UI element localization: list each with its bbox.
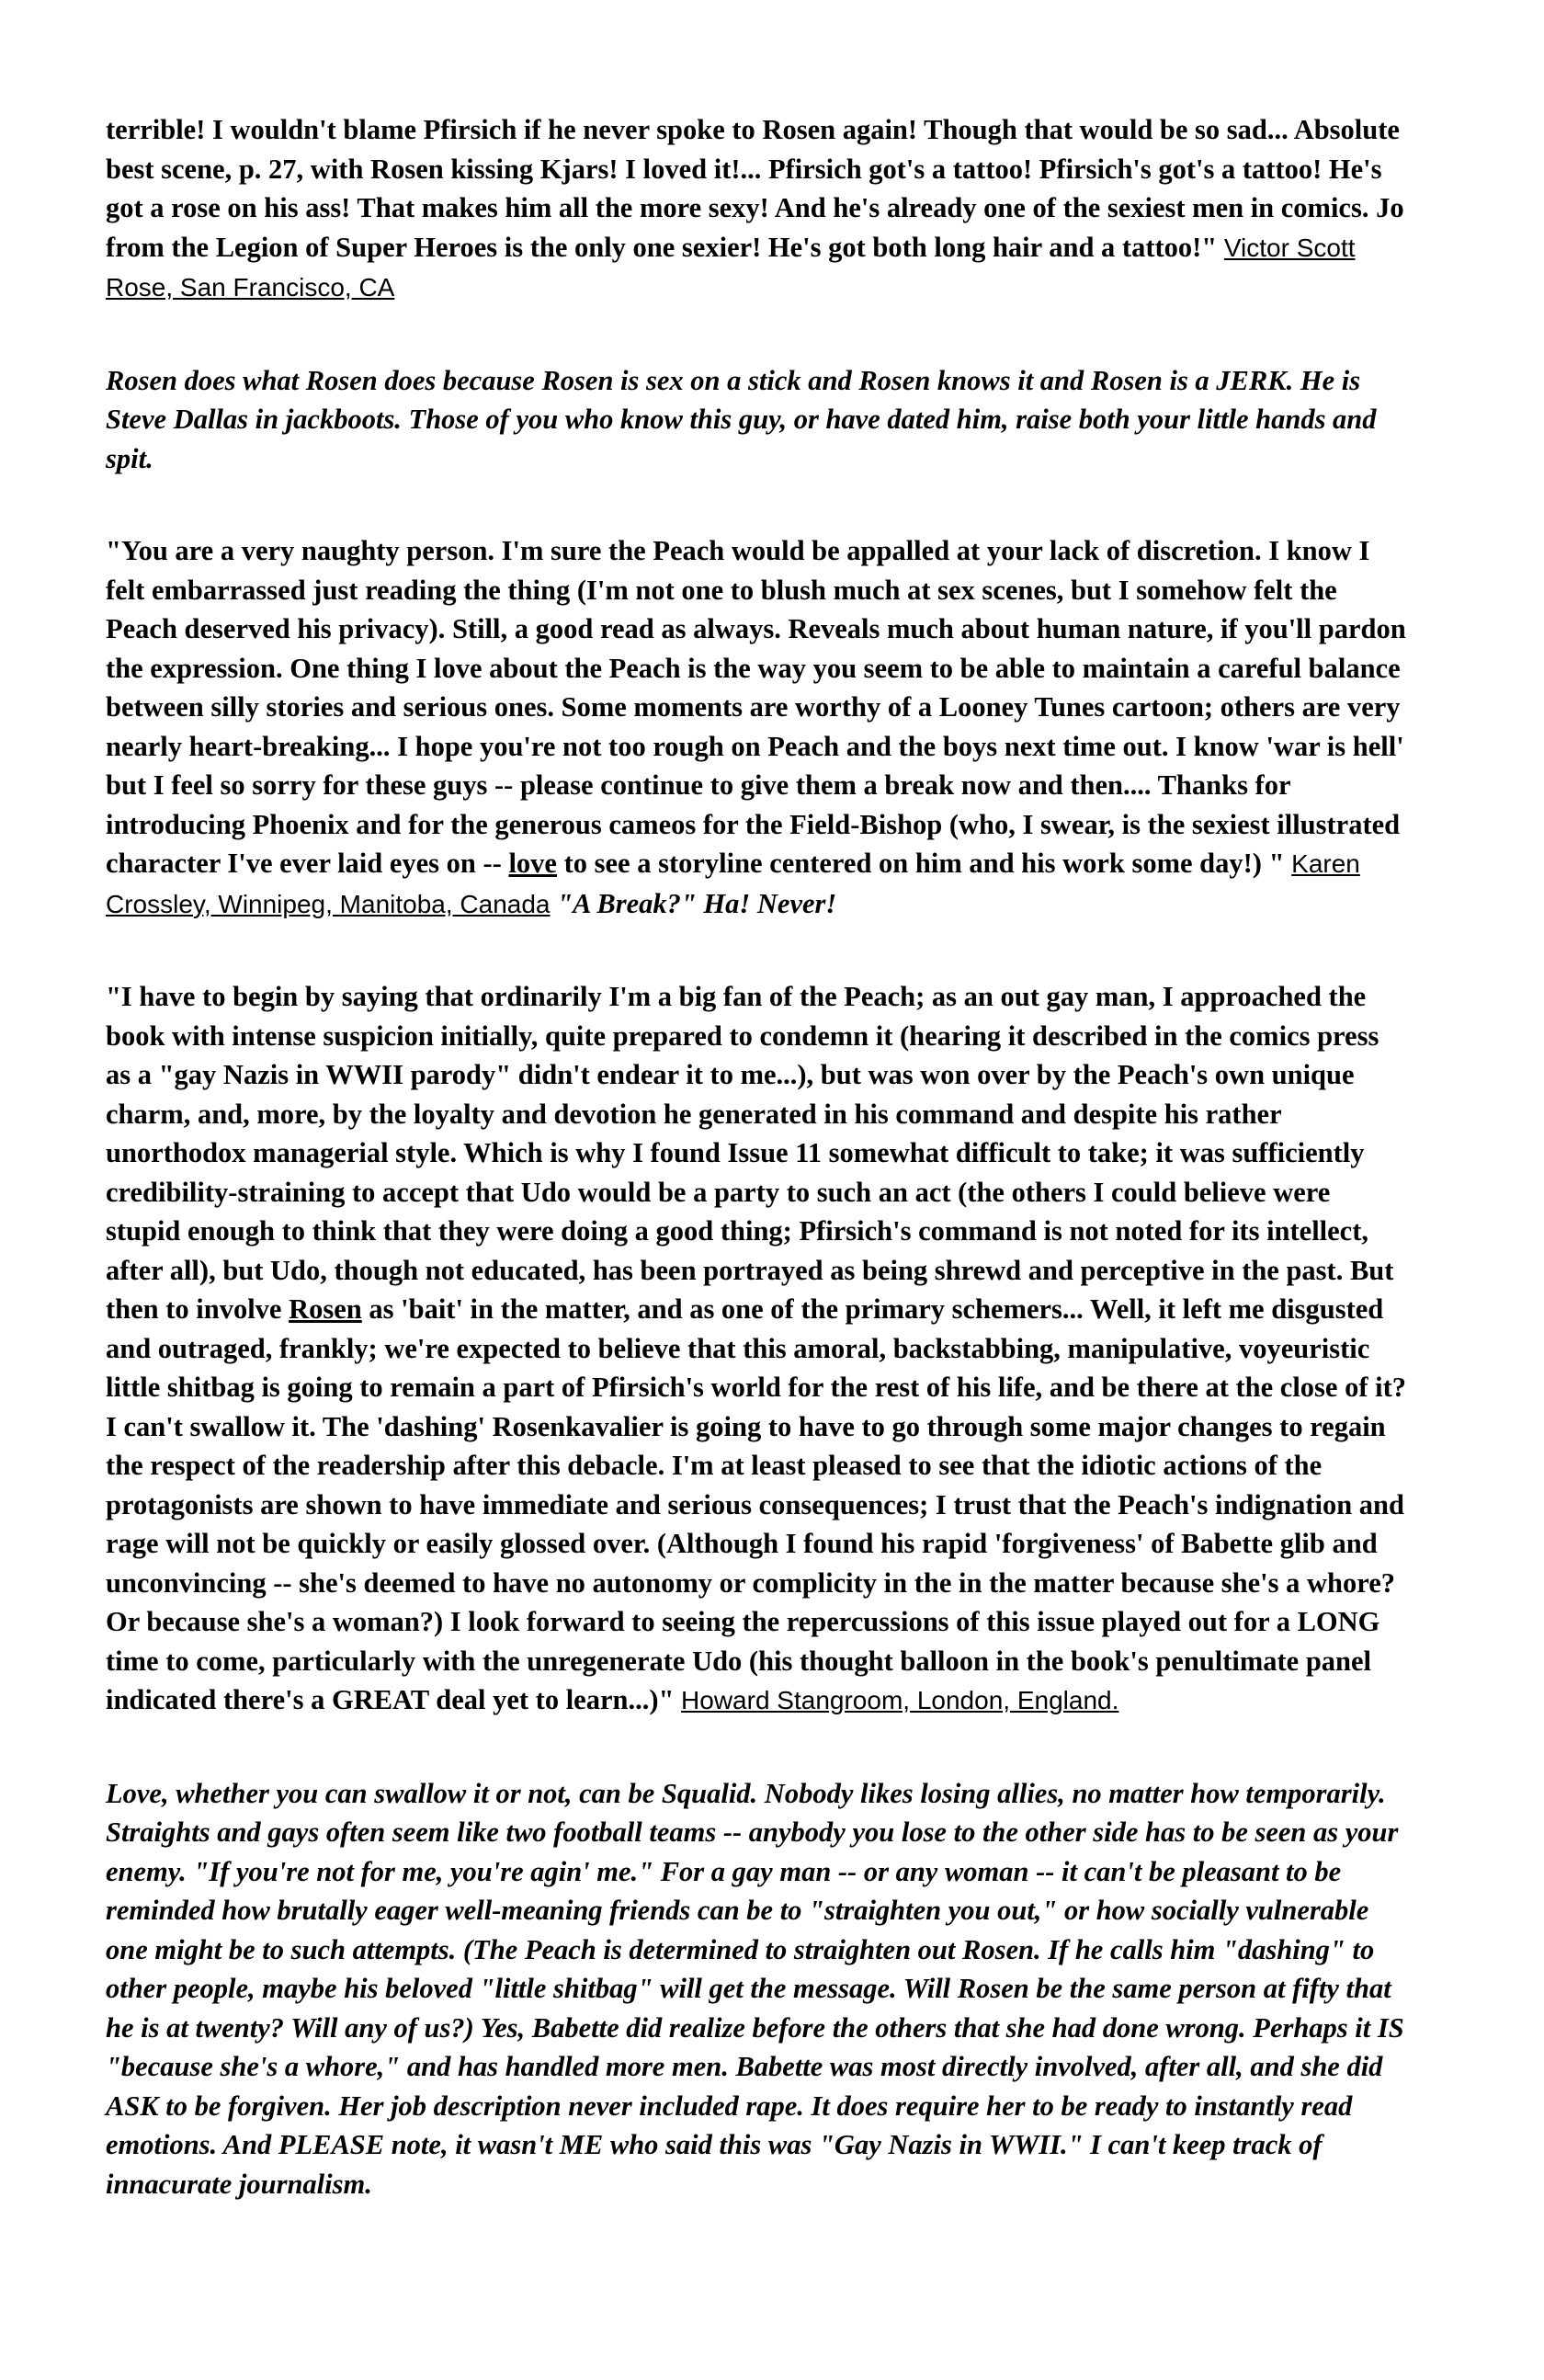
letter-karen-crossley [106,531,1411,924]
letter-signature: Victor Scott Rose, San Francisco, CA [106,233,1356,302]
letter-body: to see a storyline centered on him and his work some day!) " [563,848,1285,879]
letter-body: terrible! I wouldn't blame Pfirsich if he never spoke to Rosen again! Though that would be so sad... Absolute best scene, p. 27, with Rosen kissing Kjars! I loved it!... Pfirsich got's a tattoo! Pfirsich's got's a tattoo! He's got a rose on his ass! That makes him all the more sexy! And he's already one of the sexiest men in comics. Jo from the Legion of Super Heroes is the only one sexier! He's got both long hair and a tattoo!" [106,114,1404,263]
letter-body-underlined: love [508,848,557,879]
letter-body: "I have to begin by saying that ordinarily I'm a big fan of the Peach; as an out gay man, I approached the book with intense suspicion initially, quite prepared to condemn it (hearing it described in the comics press as a "gay Nazis in WWII parody" didn't endear it to me...), but was won over by the Peach's own unique charm, and, more, by the loyalty and devotion he generated in his command and despite his rather unorthodox managerial style. Which is why I found Issue 11 somewhat difficult to take; it was sufficiently credibility-straining to accept that Udo would be a party to such an act (the others I could believe were stupid enough to think that they were doing a good thing; Pfirsich's command is not noted for its intellect, after all), but Udo, though not educated, has been portrayed as being shrewd and perceptive in the past. But then to involve [106,981,1394,1325]
letter-body-underlined: Rosen [289,1293,362,1325]
letter-signature: Howard Stangroom, London, England. [681,1686,1119,1714]
editor-inline-reply: "A Break?" Ha! Never! [557,887,837,919]
letter-body: as 'bait' in the matter, and as one of the primary schemers... Well, it left me disgusted and outraged, frankly; we're expected to believe that this amoral, backstabbing, manipulative, voyeuristic little shitbag is going to remain a part of Pfirsich's world for the rest of his life, and be there at the close of it? I can't swallow it. The 'dashing' Rosenkavalier is going to have to go through some major changes to regain the respect of the readership after this debacle. I'm at least pleased to see that the idiotic actions of the protagonists are shown to have immediate and serious consequences; I trust that the Peach's indignation and rage will not be quickly or easily glossed over. (Although I found his rapid 'forgiveness' of Babette glib and unconvincing -- she's deemed to have no autonomy or complicity in the in the matter because she's a whore? Or because she's a woman?) I look forward to seeing the repercussions of this issue played out for a LONG time to come, particularly with the unregenerate Udo (his thought balloon in the book's penultimate panel indicated there's a GREAT deal yet to learn...)" [106,1293,1407,1715]
letter-body: "You are a very naughty person. I'm sure the Peach would be appalled at your lack of discretion. I know I felt embarrassed just reading the thing (I'm not one to blush much at sex scenes, but I somehow felt the Peach deserved his privacy). Still, a good read as always. Reveals much about human nature, if you'll pardon the expression. One thing I love about the Peach is the way you seem to be able to maintain a careful balance between silly stories and serious ones. Some moments are worthy of a Looney Tunes cartoon; others are very nearly heart-breaking... I hope you're not too rough on Peach and the boys next time out. I know 'war is hell' but I feel so sorry for these guys -- please continue to give them a break now and then.... Thanks for introducing Phoenix and for the generous cameos for the Field-Bishop (who, I swear, is the sexiest illustrated character I've ever laid eyes on -- [106,535,1406,879]
letters-page [106,110,1411,2257]
letter-victor-rose [106,110,1411,308]
editor-reply-rosen: Rosen does what Rosen does because Rosen is sex on a stick and Rosen knows it and Rosen is a JERK. He is Steve Dallas in jackboots. Those of you who know this guy, or have dated him, raise both your little hands and spit. [106,364,1377,474]
letter-howard-stangroom [106,977,1411,1721]
letter-signature: Karen Crossley, Winnipeg, Manitoba, Canada [106,849,1360,918]
editor-reply-love: Love, whether you can swallow it or not, can be Squalid. Nobody likes losing allies, no matter how temporarily. Straights and gays often seem like two football teams -- anybody you lose to the other side has to be seen as your enemy. "If you're not for me, you're agin' me." For a gay man -- or any woman -- it can't be pleasant to be reminded how brutally eager well-meaning friends can be to "straighten you out," or how socially vulnerable one might be to such attempts. (The Peach is determined to straighten out Rosen. If he calls him "dashing" to other people, maybe his beloved "little shitbag" will get the message. Will Rosen be the same person at fifty that he is at twenty? Will any of us?) Yes, Babette did realize before the others that she had done wrong. Perhaps it IS "because she's a whore," and has handled more men. Babette was most directly involved, after all, and she did ASK to be forgiven. Her job description never included rape. It does require her to be ready to instantly read emotions. And PLEASE note, it wasn't ME who said this was "Gay Nazis in WWII." I can't keep track of innacurate journalism. [106,1777,1404,2200]
